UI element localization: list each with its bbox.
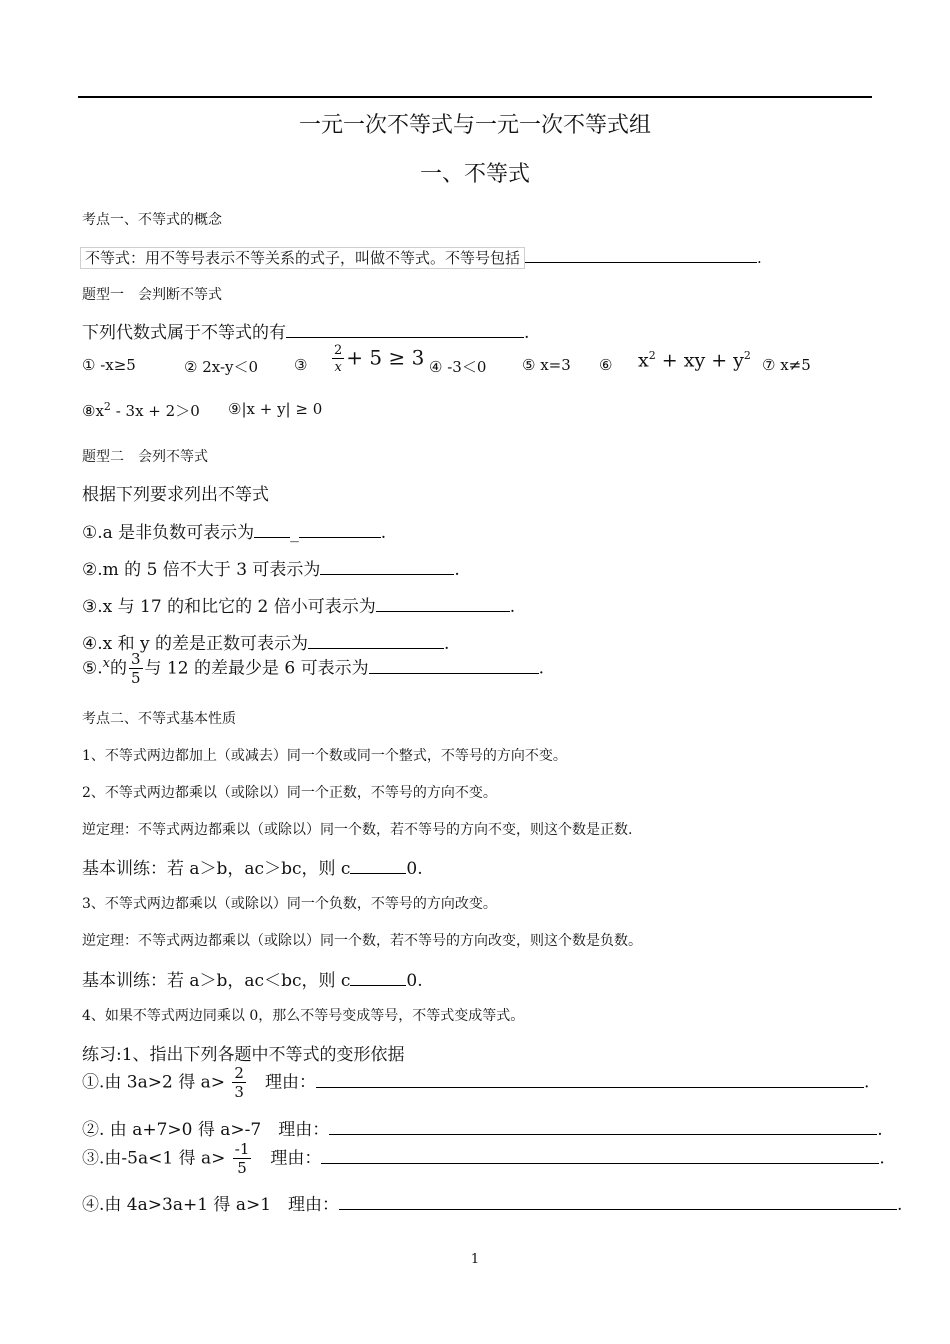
converse-2: 逆定理：不等式两边都乘以（或除以）同一个数，若不等号的方向改变，则这个数是负数。: [82, 933, 642, 949]
q1-blank-b: [299, 521, 381, 538]
exercise-2: ②. 由 a+7>0 得 a>-7 理由： .: [82, 1120, 883, 1140]
exercise-1: ①.由 3a>2 得 a> $\frac{2}{3}$ 理由： .: [82, 1064, 870, 1101]
item-6-label: ⑥: [599, 356, 613, 374]
type2-q3: ③.x 与 17 的和比它的 2 倍小可表示为 .: [82, 597, 516, 617]
type1-heading: 题型一 会判断不等式: [82, 287, 222, 303]
item-3-rest: + 5 ≥ 3: [346, 345, 425, 370]
exercise-heading: 练习:1、指出下列各题中不等式的变形依据: [82, 1045, 405, 1065]
exercise-4: ④.由 4a>3a+1 得 a>1 理由： .: [82, 1195, 903, 1215]
property-4: 4、如果不等式两边同乘以 0，那么不等号变成等号，不等式变成等式。: [82, 1008, 525, 1024]
training-2-blank: [350, 969, 406, 986]
item-3-fraction: $\frac{2}{x}$: [334, 343, 343, 375]
item-7: ⑦ x≠5: [762, 356, 811, 374]
property-2: 2、不等式两边都乘以（或除以）同一个正数，不等号的方向不变。: [82, 785, 497, 801]
property-3: 3、不等式两边都乘以（或除以）同一个负数，不等号的方向改变。: [82, 896, 497, 912]
type2-heading: 题型二 会列不等式: [82, 449, 208, 465]
item-1: ① -x≥5: [82, 356, 136, 374]
item-8: $⑧x^2 - 3x + 2>0$: [82, 400, 200, 420]
point1-definition: [80, 246, 762, 268]
property-1: 1、不等式两边都加上（或减去）同一个数或同一个整式，不等号的方向不变。: [82, 748, 567, 764]
exercise-2-blank: [329, 1118, 877, 1135]
item-3-label: ③: [294, 356, 308, 374]
section-title: 一、不等式: [419, 162, 530, 187]
exercise-3-fraction: $\frac{-1}{5}$: [234, 1140, 250, 1177]
type1-question-line: [82, 318, 529, 343]
item-2: ② 2x-y＜0: [184, 358, 259, 376]
type2-q5: ⑤.$^x$的 $\frac{3}{5}$ 与 12 的差最少是 6 可表示为 .: [82, 650, 545, 687]
q5-fraction: $\frac{3}{5}$: [131, 650, 141, 687]
converse-1: 逆定理：不等式两边都乘以（或除以）同一个数，若不等号的方向不变，则这个数是正数.: [82, 822, 633, 838]
exercise-3-blank: [321, 1147, 879, 1164]
type2-q4: ④.x 和 y 的差是正数可表示为 .: [82, 634, 450, 654]
training-2: 基本训练：若 a＞b，ac＜bc，则 c 0.: [82, 971, 423, 991]
exercise-4-blank: [339, 1193, 897, 1210]
top-rule: [78, 96, 872, 98]
q2-blank: [320, 558, 454, 575]
type2-intro: 根据下列要求列出不等式: [82, 485, 269, 505]
point2-heading: 考点二、不等式基本性质: [82, 711, 236, 727]
page-number: 1: [470, 1252, 480, 1267]
point1-heading: 考点一、不等式的概念: [82, 212, 222, 228]
type1-blank: [286, 321, 524, 338]
definition-blank: [525, 246, 757, 263]
q5-blank: [369, 657, 539, 674]
definition-end: .: [757, 249, 762, 267]
document-title: 一元一次不等式与一元一次不等式组: [298, 113, 651, 138]
exercise-3: ③.由-5a<1 得 a> $\frac{-1}{5}$ 理由： .: [82, 1140, 885, 1177]
type2-q1: ①.a 是非负数可表示为 _ .: [82, 523, 387, 543]
type1-end: .: [524, 323, 530, 343]
item-6-expr: $x^2$ + xy + $y^2$: [638, 349, 751, 372]
item-9: ⑨|x + y| ≥ 0: [228, 400, 323, 418]
type2-q2: ②.m 的 5 倍不大于 3 可表示为 .: [82, 560, 460, 580]
definition-text: 不等式：用不等号表示不等关系的式子，叫做不等式。不等号包括: [80, 247, 525, 269]
type1-question: 下列代数式属于不等式的有: [82, 323, 286, 343]
training-1-blank: [350, 857, 406, 874]
item-4: ④ -3＜0: [429, 358, 487, 376]
item-5: ⑤ x=3: [522, 356, 571, 374]
exercise-1-blank: [316, 1071, 864, 1088]
q4-blank: [308, 632, 444, 649]
q3-blank: [376, 595, 510, 612]
item-3-expr: [330, 344, 424, 374]
training-1: 基本训练：若 a＞b，ac＞bc，则 c 0.: [82, 859, 423, 879]
q1-blank-a: [254, 521, 290, 538]
exercise-1-fraction: $\frac{2}{3}$: [234, 1064, 244, 1101]
